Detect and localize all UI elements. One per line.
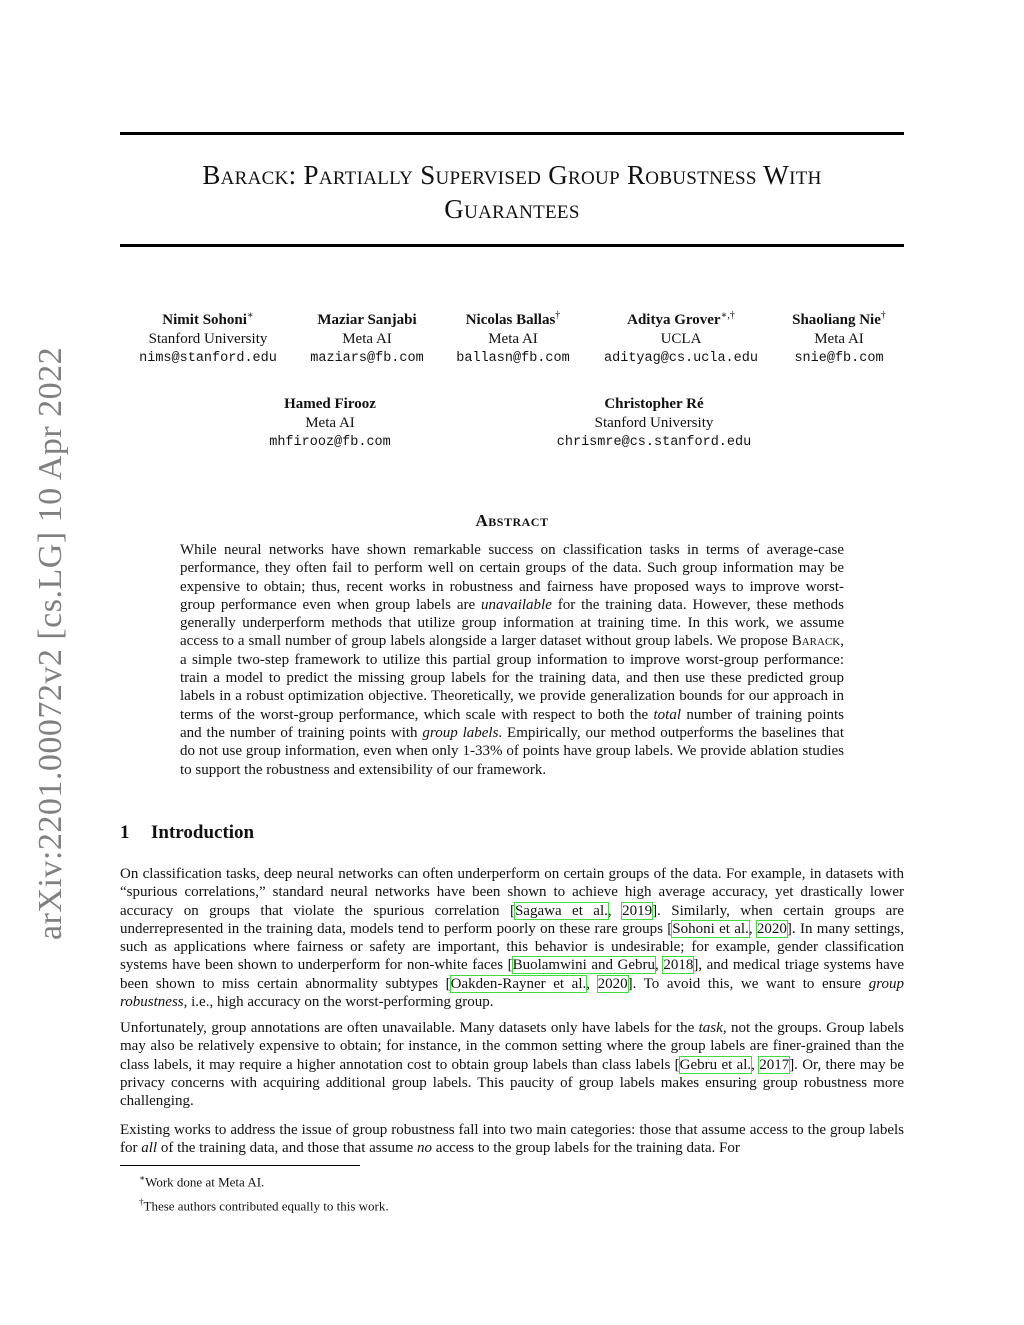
- author-name: Nicolas Ballas: [465, 312, 556, 328]
- author-email[interactable]: nims@stanford.edu: [139, 351, 277, 366]
- section-title: Introduction: [151, 822, 255, 843]
- author-affiliation: Stanford University: [594, 415, 714, 431]
- abstract-heading: Abstract: [475, 511, 549, 530]
- citation-link[interactable]: Oakden-Rayner et al.: [450, 975, 587, 992]
- citation-link[interactable]: Sohoni et al.: [672, 920, 749, 937]
- citation-link[interactable]: Sagawa et al.: [514, 902, 608, 919]
- author-affiliation: Stanford University: [148, 331, 268, 347]
- author-name: Hamed Firooz: [284, 396, 376, 412]
- citation-link[interactable]: 2018: [663, 957, 694, 974]
- citation-link[interactable]: 2020: [756, 920, 787, 937]
- author-name: Shaoliang Nie: [792, 312, 881, 328]
- author-name: Christopher Ré: [604, 396, 704, 412]
- footnote: ∗Work done at Meta AI.: [139, 1173, 265, 1190]
- author-affiliation: Meta AI: [342, 331, 392, 347]
- author-block: [250, 390, 410, 452]
- paper-title: [120, 158, 904, 226]
- paragraph: On classification tasks, deep neural networks can often underperform on certain groups of the data. For example, in datasets with “spurious correlations,” standard neural networks have been shown to achieve high average accuracy, yet drastically lower accuracy on groups that violate the spurious correlation [Sagawa et al., 2019]. Similarly, when certain groups are underrepresented in the training data, models tend to perform poorly on these rare groups [Sohoni et al., 2020]. In many settings, such as applications where fairness or safety are important, this behavior is undesirable; for example, gender classification systems have been shown to underperform for non-white faces [Buolamwini and Gebru, 2018], and medical triage systems have been shown to miss certain abnormality subtypes [Oakden-Rayner et al., 2020]. To avoid this, we want to ensure group robustness, i.e., high accuracy on the worst-performing group.: [120, 866, 905, 1011]
- arxiv-identifier: arXiv:2201.00072v2 [cs.LG] 10 Apr 2022: [32, 346, 69, 940]
- paragraph: Existing works to address the issue of group robustness fall into two main categories: those that assume access to the group labels for all of the training data, and those that assume no access to the group labels for the training data. For: [120, 1122, 904, 1157]
- title-top-rule: [120, 132, 904, 135]
- author-block: [544, 390, 764, 452]
- section-heading: [120, 822, 904, 844]
- section-number: 1: [120, 822, 130, 843]
- author-mark: ∗,†: [720, 310, 735, 321]
- citation-link[interactable]: 2020: [597, 975, 628, 992]
- footnote: †These authors contributed equally to this work.: [139, 1197, 389, 1214]
- method-name: Barack: [791, 633, 841, 650]
- author-block: [440, 306, 586, 368]
- author-affiliation: Meta AI: [305, 415, 355, 431]
- title-bottom-rule: [120, 244, 904, 247]
- footnote-rule: [120, 1165, 360, 1166]
- author-email[interactable]: ballasn@fb.com: [456, 351, 570, 366]
- author-mark: †: [555, 310, 561, 321]
- abstract-text: While neural networks have shown remarkable success on classification tasks in terms of average-case performance, they often fail to perform well on certain groups of the data. Such group information may be expensive to obtain; thus, recent works in robustness and fairness have proposed ways to improve worst-group performance even when group labels are unavailable for the training data. However, these methods generally underperform methods that utilize group information at training time. In this work, we assume access to a small number of group labels alongside a larger dataset without group labels. We propose Barack, a simple two-step framework to utilize this partial group information to improve worst-group performance: train a model to predict the missing group labels for the training data, and then use these predicted group labels in a robust optimization objective. Theoretically, we provide generalization bounds for our approach in terms of the worst-group performance, which scale with respect to both the total number of training points and the number of training points with group labels. Empirically, our method outperforms the baselines that do not use group information, even when only 1-33% of points have group labels. We provide ablation studies to support the robustness and extensibility of our framework.: [180, 542, 844, 778]
- author-block: [592, 306, 770, 368]
- author-affiliation: Meta AI: [814, 331, 864, 347]
- author-block: [780, 306, 898, 368]
- author-email[interactable]: chrismre@cs.stanford.edu: [556, 435, 752, 450]
- author-name: Nimit Sohoni: [162, 312, 247, 328]
- citation-link[interactable]: Gebru et al.: [679, 1056, 752, 1073]
- author-email[interactable]: maziars@fb.com: [310, 351, 424, 366]
- author-email[interactable]: mhfirooz@fb.com: [269, 435, 391, 450]
- author-block: [296, 306, 438, 368]
- author-affiliation: Meta AI: [488, 331, 538, 347]
- author-email[interactable]: snie@fb.com: [794, 351, 884, 366]
- author-name: Maziar Sanjabi: [317, 312, 417, 328]
- citation-link[interactable]: 2017: [759, 1056, 790, 1073]
- title-line-1: Barack: Partially Supervised Group Robustness With: [202, 160, 822, 190]
- author-mark: †: [880, 310, 886, 321]
- author-name: Aditya Grover: [627, 312, 721, 328]
- citation-link[interactable]: 2019: [622, 902, 653, 919]
- footnotes: [139, 1168, 389, 1217]
- author-mark: ∗: [246, 310, 254, 321]
- paragraph: Unfortunately, group annotations are often unavailable. Many datasets only have labels for the task, not the groups. Group labels may also be relatively expensive to obtain; for instance, in the common setting where the group labels are finer-grained than the class labels, it may require a higher annotation cost to obtain group labels than class labels [Gebru et al., 2017]. Or, there may be privacy concerns with acquiring additional group labels. This paucity of group labels makes ensuring group robustness more challenging.: [120, 1020, 905, 1110]
- author-affiliation: UCLA: [660, 331, 702, 347]
- citation-link[interactable]: Buolamwini and Gebru: [512, 957, 656, 974]
- title-line-2: Guarantees: [444, 194, 580, 224]
- author-email[interactable]: adityag@cs.ucla.edu: [604, 351, 758, 366]
- author-block: [128, 306, 288, 368]
